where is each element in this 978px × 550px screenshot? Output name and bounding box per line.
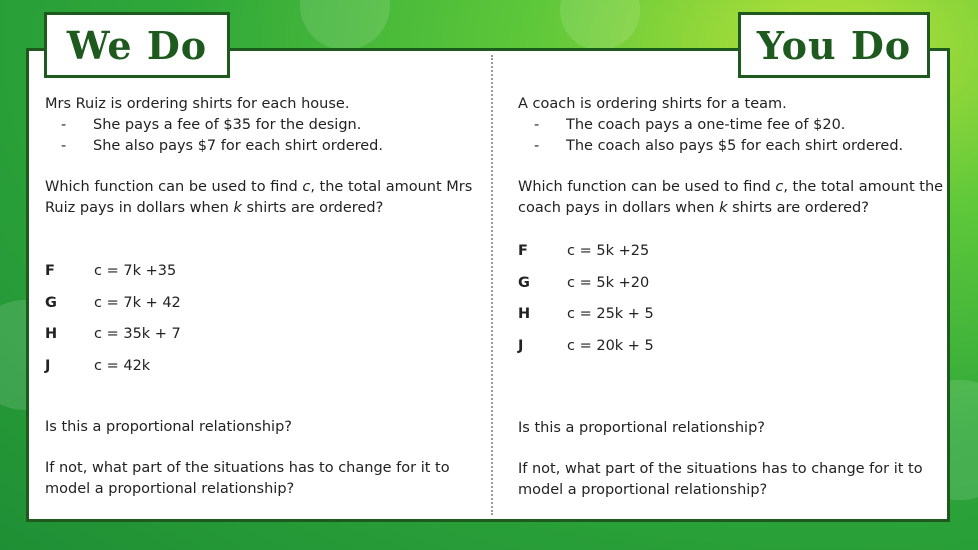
proportional-question: Is this a proportional relationship? <box>518 420 765 436</box>
you-do-column <box>518 94 948 501</box>
you-do-title: You Do <box>738 12 930 78</box>
proportional-question: Is this a proportional relationship? <box>45 419 292 435</box>
problem-intro: Mrs Ruiz is ordering shirts for each house. <box>45 96 350 112</box>
answer-option-g[interactable]: G c = 5k +20 <box>518 274 650 291</box>
background-clover <box>560 0 640 50</box>
change-question: If not, what part of the situations has to change for it to model a proportional relationship? <box>45 460 450 497</box>
background-clover <box>300 0 390 50</box>
bullet-item: - The coach pays a one-time fee of $20. <box>534 117 846 133</box>
answer-option-j[interactable]: J c = 42k <box>45 357 151 374</box>
problem-intro: A coach is ordering shirts for a team. <box>518 96 787 112</box>
answer-option-g[interactable]: G c = 7k + 42 <box>45 294 181 311</box>
answer-options <box>45 261 475 387</box>
function-question: Which function can be used to find c, the total amount Mrs Ruiz pays in dollars when k shirts are ordered? <box>45 179 473 216</box>
answer-option-h[interactable]: H c = 25k + 5 <box>518 306 654 322</box>
answer-option-j[interactable]: J c = 20k + 5 <box>518 337 654 354</box>
bullet-item: - The coach also pays $5 for each shirt ordered. <box>534 138 904 154</box>
answer-options <box>518 241 948 367</box>
bullet-item: - She also pays $7 for each shirt ordered. <box>61 138 383 154</box>
we-do-title: We Do <box>44 12 230 78</box>
function-question: Which function can be used to find c, the total amount the coach pays in dollars when k shirts are ordered? <box>518 179 944 216</box>
bullet-item: - She pays a fee of $35 for the design. <box>61 117 362 133</box>
we-do-column <box>45 94 475 500</box>
answer-option-f[interactable]: F c = 5k +25 <box>518 243 650 259</box>
answer-option-h[interactable]: H c = 35k + 7 <box>45 326 181 342</box>
answer-option-f[interactable]: F c = 7k +35 <box>45 263 177 279</box>
change-question: If not, what part of the situations has to change for it to model a proportional relationship? <box>518 461 923 498</box>
column-divider <box>491 55 493 515</box>
